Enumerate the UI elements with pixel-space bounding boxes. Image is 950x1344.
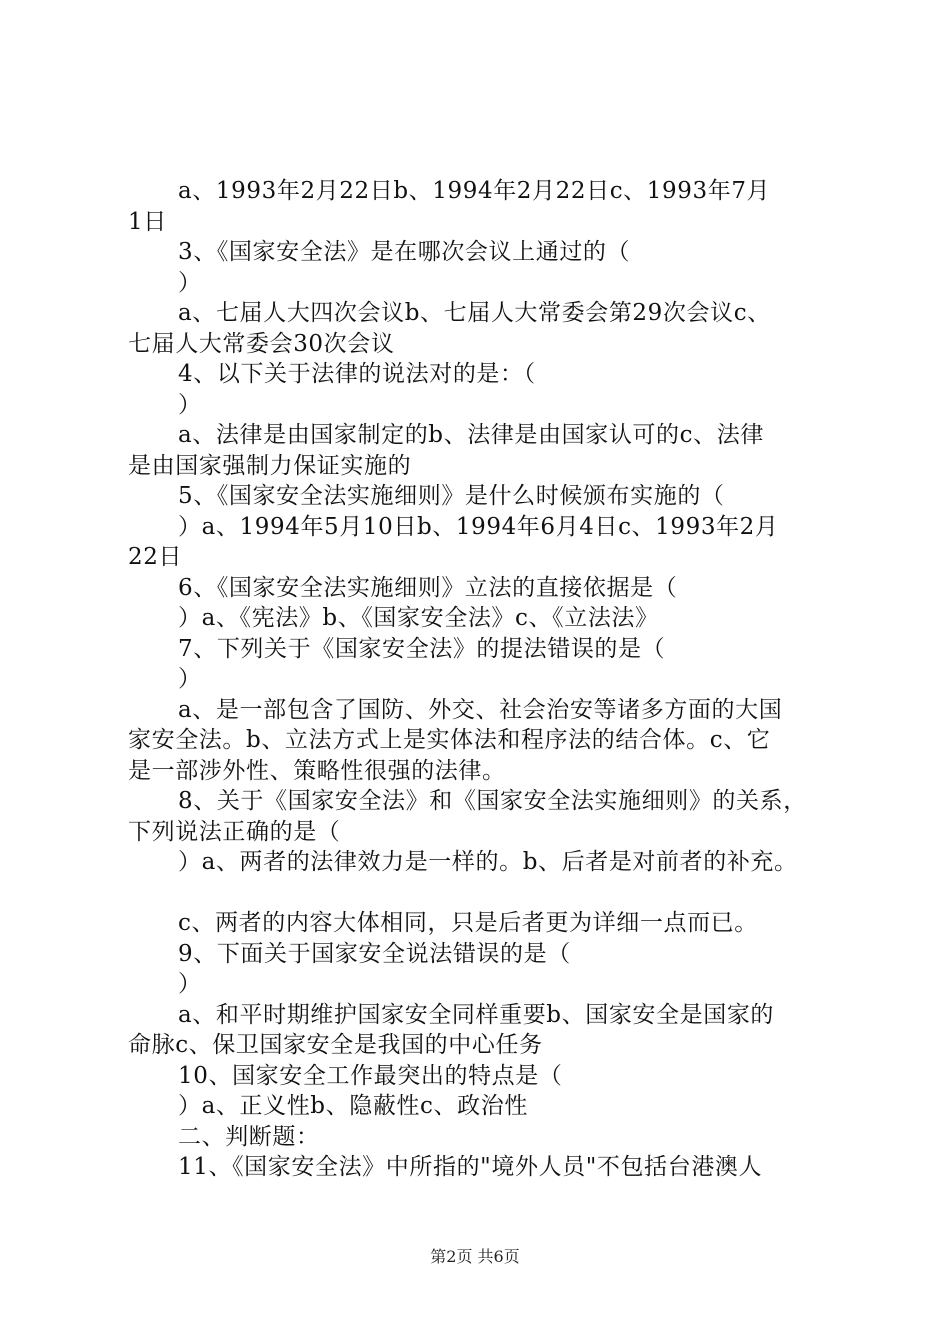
blank-line bbox=[128, 878, 848, 909]
text-line: 11、《国家安全法》中所指的"境外人员"不包括台港澳人 bbox=[178, 1154, 763, 1180]
text-line: a、七届人大四次会议b、七届人大常委会第29次会议c、 bbox=[178, 300, 771, 326]
text-line: 22日 bbox=[128, 544, 183, 570]
text-line: ）a、正义性b、隐蔽性c、政治性 bbox=[178, 1093, 528, 1119]
text-line: ） bbox=[178, 269, 202, 296]
text-line: 家安全法。b、立法方式上是实体法和程序法的结合体。c、它 bbox=[128, 727, 771, 753]
text-line: 10、国家安全工作最突出的特点是（ bbox=[178, 1062, 563, 1089]
text-line: a、是一部包含了国防、外交、社会治安等诸多方面的大国 bbox=[178, 696, 783, 723]
text-line: 是由国家强制力保证实施的 bbox=[128, 452, 412, 479]
text-line: 七届人大常委会30次会议 bbox=[128, 330, 395, 357]
text-line: a、1993年2月22日b、1994年2月22日c、1993年7月 bbox=[178, 178, 771, 204]
text-line: 命脉c、保卫国家安全是我国的中心任务 bbox=[128, 1032, 543, 1058]
text-line: 4、以下关于法律的说法对的是：（ bbox=[178, 361, 536, 387]
text-line: 3、《国家安全法》是在哪次会议上通过的（ bbox=[178, 239, 631, 265]
text-line: ） bbox=[178, 971, 202, 997]
text-line: ） bbox=[178, 391, 202, 418]
text-line: a、法律是由国家制定的b、法律是由国家认可的c、法律 bbox=[178, 422, 764, 448]
text-line: 是一部涉外性、策略性很强的法律。 bbox=[128, 757, 506, 784]
page-footer: 第2页 共6页 bbox=[430, 1247, 520, 1266]
text-line: c、两者的内容大体相同，只是后者更为详细一点而已。 bbox=[178, 910, 758, 936]
text-line: 9、下面关于国家安全说法错误的是（ bbox=[178, 940, 571, 967]
text-line: ）a、《宪法》b、《国家安全法》c、《立法法》 bbox=[178, 605, 659, 631]
text-line: ）a、两者的法律效力是一样的。b、后者是对前者的补充。 bbox=[178, 849, 798, 875]
text-line: 6、《国家安全法实施细则》立法的直接依据是（ bbox=[178, 574, 678, 601]
text-line: ） bbox=[178, 666, 202, 692]
text-line: 下列说法正确的是（ bbox=[128, 818, 341, 845]
text-line: 1日 bbox=[128, 208, 167, 235]
text-line: 7、下列关于《国家安全法》的提法错误的是（ bbox=[178, 635, 666, 662]
text-line: 8、关于《国家安全法》和《国家安全法实施细则》的关系， bbox=[178, 788, 807, 814]
text-line: 5、《国家安全法实施细则》是什么时候颁布实施的（ bbox=[178, 483, 725, 509]
text-line: 二、判断题： bbox=[178, 1123, 320, 1150]
text-line: a、和平时期维护国家安全同样重要b、国家安全是国家的 bbox=[178, 1001, 775, 1028]
text-line: ）a、1994年5月10日b、1994年6月4日c、1993年2月 bbox=[178, 513, 779, 540]
document-body bbox=[128, 176, 848, 1183]
